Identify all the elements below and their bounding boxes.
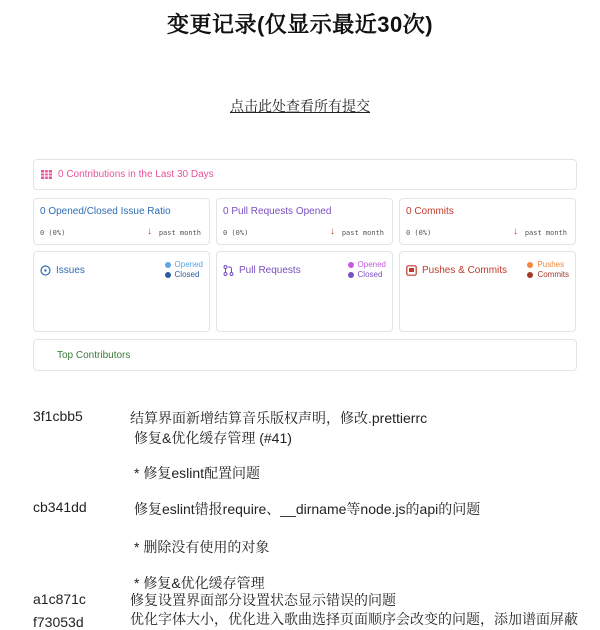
legend-dot bbox=[348, 262, 354, 268]
legend-label: Closed bbox=[357, 270, 383, 279]
contributions-banner bbox=[33, 159, 577, 190]
commit-hash: 3f1cbb5 bbox=[33, 408, 83, 424]
commit-message-line: 修复&优化缓存管理 (#41) bbox=[134, 430, 292, 446]
down-arrow-icon: ↓ bbox=[147, 226, 152, 237]
legend-dot bbox=[165, 272, 171, 278]
view-all-commits-row bbox=[0, 96, 600, 116]
commits-count: 0 (0%) bbox=[406, 229, 432, 237]
legend-item bbox=[348, 270, 386, 280]
commits-period: past month bbox=[524, 229, 567, 237]
down-arrow-icon: ↓ bbox=[330, 226, 335, 237]
legend-label: Opened bbox=[174, 260, 203, 269]
legend-label: Pushes bbox=[537, 260, 565, 269]
commit-hash: cb341dd bbox=[33, 499, 87, 515]
contributions-banner-label: 0 Contributions in the Last 30 Days bbox=[58, 169, 214, 180]
pull-requests-period: past month bbox=[341, 229, 384, 237]
commits-title: 0 Commits bbox=[406, 206, 454, 217]
top-contributors-card bbox=[33, 339, 577, 371]
commit-message-line: 优化字体大小，优化进入歌曲选择页面顺序会改变的问题，添加谱面屏蔽 bbox=[130, 611, 578, 627]
issues-panel bbox=[33, 251, 210, 332]
page-title: 变更记录(仅显示最近30次) bbox=[166, 12, 434, 37]
commit-hash: a1c871c bbox=[33, 591, 86, 607]
commit-message-line: * 删除没有使用的对象 bbox=[134, 539, 270, 555]
pushes-commits-panel bbox=[399, 251, 576, 332]
legend-item bbox=[165, 260, 203, 270]
commit-hash: f73053d bbox=[33, 614, 84, 630]
legend-item bbox=[348, 260, 386, 270]
issues-legend bbox=[165, 260, 203, 280]
pull-requests-title: 0 Pull Requests Opened bbox=[223, 206, 332, 217]
legend-dot bbox=[165, 262, 171, 268]
issue-ratio-count: 0 (0%) bbox=[40, 229, 66, 237]
legend-dot bbox=[348, 272, 354, 278]
top-contributors-title: Top Contributors bbox=[57, 350, 131, 361]
pushes-commits-legend bbox=[527, 260, 569, 280]
issue-ratio-card bbox=[33, 198, 210, 245]
pull-requests-count: 0 (0%) bbox=[223, 229, 249, 237]
pull-request-icon bbox=[223, 265, 234, 276]
issue-ratio-period: past month bbox=[158, 229, 201, 237]
legend-dot bbox=[527, 272, 533, 278]
commits-card bbox=[399, 198, 576, 245]
down-arrow-icon: ↓ bbox=[513, 226, 518, 237]
issue-icon bbox=[40, 265, 51, 276]
commit-message-line: 结算界面新增结算音乐版权声明，修改.prettierrc bbox=[130, 410, 428, 426]
commit-message-line: * 修复eslint配置问题 bbox=[134, 465, 261, 481]
pull-requests-panel-title: Pull Requests bbox=[239, 265, 301, 276]
legend-label: Closed bbox=[174, 270, 200, 279]
pull-requests-legend bbox=[348, 260, 386, 280]
legend-label: Opened bbox=[357, 260, 386, 269]
legend-item bbox=[165, 270, 203, 280]
pushes-commits-panel-title: Pushes & Commits bbox=[422, 265, 508, 276]
legend-item bbox=[527, 270, 569, 280]
commit-message-line: 修复eslint错报require、__dirname等node.js的api的问题 bbox=[134, 501, 481, 517]
issue-ratio-title: 0 Opened/Closed Issue Ratio bbox=[40, 206, 171, 217]
pull-requests-panel bbox=[216, 251, 393, 332]
pull-requests-card bbox=[216, 198, 393, 245]
commit-icon bbox=[406, 265, 417, 276]
commit-message-line: * 修复&优化缓存管理 bbox=[134, 575, 265, 591]
legend-item bbox=[527, 260, 569, 270]
legend-dot bbox=[527, 262, 533, 268]
view-all-commits-link[interactable]: 点击此处查看所有提交 bbox=[230, 98, 370, 114]
issues-panel-title: Issues bbox=[56, 265, 85, 276]
legend-label: Commits bbox=[537, 270, 569, 279]
commit-message-line: 修复设置界面部分设置状态显示错误的问题 bbox=[130, 592, 396, 608]
calendar-grid-icon bbox=[41, 170, 52, 179]
